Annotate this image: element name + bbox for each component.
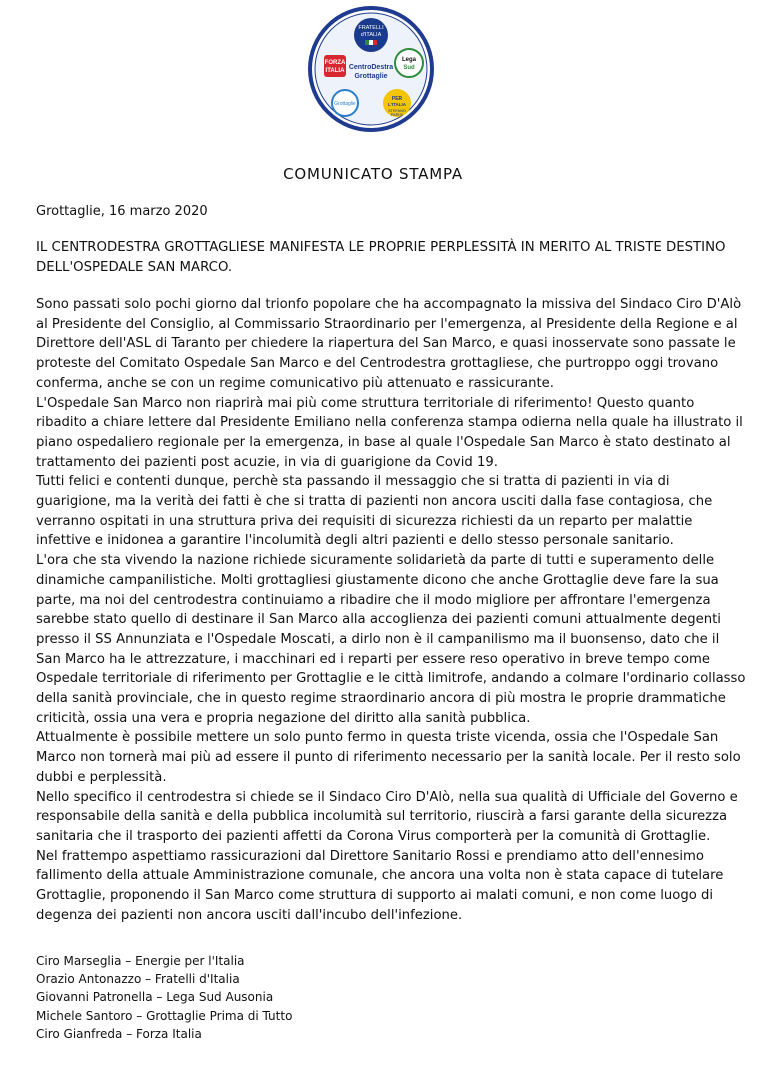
signature-line: Ciro Marseglia – Energie per l'Italia: [36, 954, 245, 968]
document-headline: IL CENTRODESTRA GROTTAGLIESE MANIFESTA LE PROPRIE PERPLESSITÀ IN MERITO AL TRISTE DESTINO DELL'OSPEDALE SAN MARCO.: [36, 240, 726, 275]
paragraph: Nel frattempo aspettiamo rassicurazioni dal Direttore Sanitario Rossi e prendiamo atto dell'ennesimo fallimento della attuale Amministrazione comunale, che ancora una volta non è stata capace di tutelare Grottaglie, proponendo il San Marco come struttura di supporto ai malati comuni, e non come luogo di degenza dei pazienti non ancora usciti dall'incubo dell'infezione.: [36, 848, 724, 923]
document-title: COMUNICATO STAMPA: [283, 165, 463, 183]
paragraph: L'ora che sta vivendo la nazione richiede sicuramente solidarietà da parte di tutti e superamento delle dinamiche campanilistiche. Molti grottagliesi giustamente dicono che anche Grottaglie deve fare la sua parte, ma noi del centrodestra continuiamo a ribadire che il modo migliore per affrontare l'emergenza sarebbe stato quello di destinare il San Marco alla accoglienza dei pazienti comuni attualmente degenti presso il SS Annunziata e l'Ospedale Moscati, a dirlo non è il campanilismo ma il buonsenso, dato che il San Marco ha le attrezzature, i macchinari ed i reparti per essere reso operativo in breve tempo come Ospedale territoriale di riferimento per Grottaglie e le città limitrofe, andando a colmare l'ordinario collasso della sanità provinciale, che in questo regime straordinario ancora di più mostra le proprie drammatiche criticità, ossia una vera e propria negazione del diritto alla sanità pubblica.: [36, 553, 746, 726]
signature-line: Giovanni Patronella – Lega Sud Ausonia: [36, 990, 274, 1005]
paragraph: Attualmente è possibile mettere un solo punto fermo in questa triste vicenda, ossia che l'Ospedale San Marco non tornerà mai più ad essere il punto di riferimento necessario per la sanità locale. Per il resto solo dubbi e perplessità.: [36, 730, 741, 785]
coalition-logo: [307, 5, 435, 133]
paragraph: Tutti felici e contenti dunque, perchè sta passando il messaggio che si tratta di pazienti in via di guarigione, ma la verità dei fatti è che si tratta di pazienti non ancora usciti dalla fase contagiosa, che verranno ospitati in una struttura priva dei requisiti di sicurezza richiesti da un reparto per malattie infettive e inidonea a garantire l'incolumità degli altri pazienti e dello stesso personale sanitario.: [36, 474, 713, 549]
svg-text:STEFANO: STEFANO: [388, 109, 406, 113]
signature-line: Michele Santoro – Grottaglie Prima di Tutto: [36, 1008, 293, 1023]
paragraph: Sono passati solo pochi giorno dal trionfo popolare che ha accompagnato la missiva del Sindaco Ciro D'Alò al Presidente del Consiglio, al Commissario Straordinario per l'emergenza, al Presidente della Regione e al Direttore dell'ASL di Taranto per chiedere la riapertura del San Marco, e quasi inosservate sono passate le proteste del Comitato Ospedale San Marco e del Centrodestra grottagliese, che purtroppo oggi trovano conferma, anche se con un regime comunicativo più attenuato e rassicurante.: [36, 297, 742, 391]
svg-text:ITALIA: ITALIA: [325, 68, 345, 74]
document-body: [36, 295, 748, 926]
lega-sud-logo: [395, 49, 423, 77]
svg-text:FORZA: FORZA: [324, 60, 346, 66]
paragraph: L'Ospedale San Marco non riaprirà mai più come struttura territoriale di riferimento! Questo quanto ribadito a chiare lettere dal Presidente Emiliano nella conferenza stampa odierna nella quale ha illustrato il piano ospedaliero regionale per la emergenza, in base al quale l'Ospedale San Marco è stato destinato al trattamento dei pazienti post acuzie, in via di guarigione da Covid 19.: [36, 395, 743, 470]
forza-italia-logo: [324, 55, 346, 77]
svg-text:PARISI: PARISI: [390, 113, 404, 117]
svg-text:Sud: Sud: [403, 65, 415, 71]
svg-text:Lega: Lega: [401, 57, 417, 63]
grottaglie-prima-di-tutto-logo: [332, 90, 358, 116]
svg-text:FRATELLI: FRATELLI: [358, 25, 384, 31]
document-date: Grottaglie, 16 marzo 2020: [36, 204, 208, 219]
signature-line: Orazio Antonazzo – Fratelli d'Italia: [36, 972, 240, 987]
svg-text:Grottaglie: Grottaglie: [354, 73, 388, 80]
energie-per-litalia-logo: [383, 89, 411, 117]
signature-list: [36, 952, 292, 1043]
svg-text:L'ITALIA: L'ITALIA: [388, 102, 406, 107]
paragraph: Nello specifico il centrodestra si chiede se il Sindaco Ciro D'Alò, nella sua qualità di Ufficiale del Governo e responsabile della sanità e della pubblica incolumità sul territorio, riuscirà a farsi garante della sicurezza sanitaria che il trasporto dei pazienti affetti da Corona Virus comporterà per la comunità di Grottaglie.: [36, 789, 738, 844]
svg-text:PER: PER: [391, 96, 403, 102]
signature-line: Ciro Gianfreda – Forza Italia: [36, 1026, 202, 1041]
svg-text:CentroDestra: CentroDestra: [348, 64, 394, 71]
svg-text:d'ITALIA: d'ITALIA: [360, 32, 382, 38]
svg-text:Grottaglie: Grottaglie: [334, 101, 356, 107]
fratelli-ditalia-logo: [354, 18, 388, 52]
